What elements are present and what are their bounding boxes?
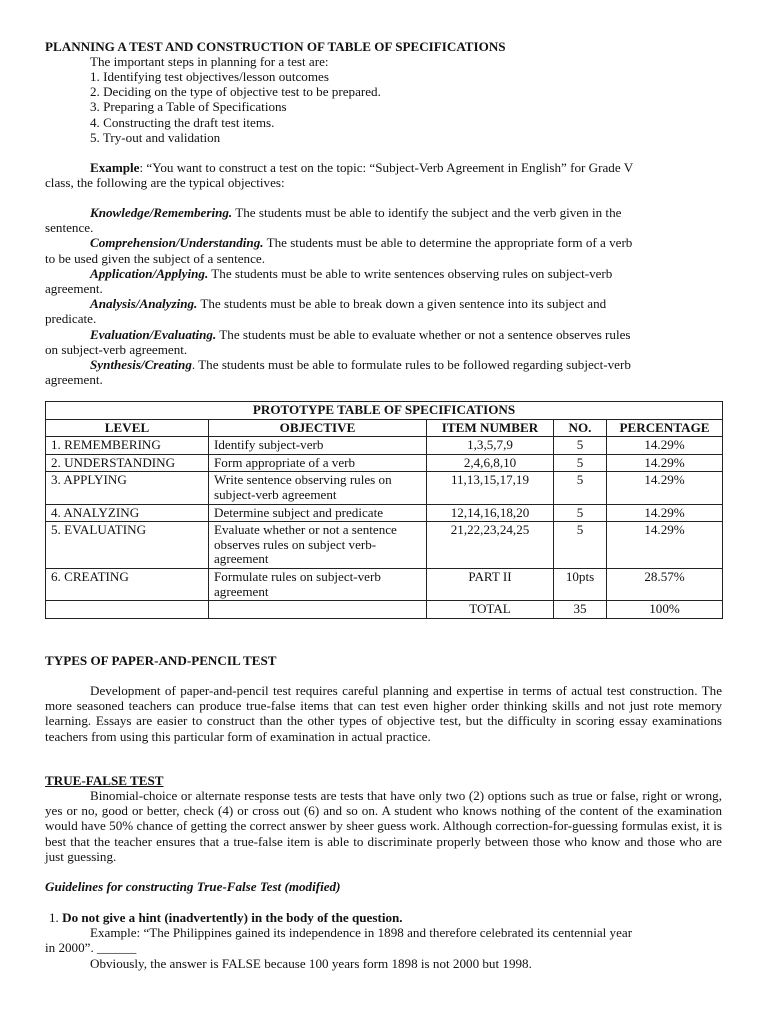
count-cell: 5 [554,454,607,472]
column-header: LEVEL [46,419,209,437]
objective-cell: Formulate rules on subject-verb agreement [209,568,427,600]
percentage-cell: 14.29% [607,437,723,455]
objective-item [45,235,722,265]
steps-list [45,69,767,145]
objective-text-cont: predicate. [45,311,97,327]
item-number-cell: 21,22,23,24,25 [427,522,554,569]
table-title: PROTOTYPE TABLE OF SPECIFICATIONS [46,402,723,420]
objective-cell: Write sentence observing rules on subject-verb agreement [209,472,427,504]
list-item: 2. Deciding on the type of objective test to be prepared. [90,84,381,100]
objective-text-cont: agreement. [45,281,103,297]
objective-text: . The students must be able to formulate rules to be followed regarding subject-verb [191,357,631,373]
objective-text-cont: to be used given the subject of a sentence. [45,250,265,266]
level-cell: 2. UNDERSTANDING [46,454,209,472]
page-title: PLANNING A TEST AND CONSTRUCTION OF TABLE OF SPECIFICATIONS [45,39,506,54]
objective-item [45,357,722,387]
item-number-cell: 1,3,5,7,9 [427,437,554,455]
objective-level: Comprehension/Understanding. [90,235,264,251]
table-header-row [46,419,723,437]
list-item: 4. Constructing the draft test items. [90,114,275,130]
level-cell [46,601,209,619]
specifications-table [45,401,723,619]
section-heading-types: TYPES OF PAPER-AND-PENCIL TEST [45,653,277,668]
table-row [46,437,723,455]
count-cell: 5 [554,504,607,522]
count-cell: 5 [554,472,607,504]
objective-text-cont: on subject-verb agreement. [45,341,188,357]
column-header: NO. [554,419,607,437]
objective-level: Evaluation/Evaluating. [90,326,217,342]
example-text-cont: class, the following are the typical objectives: [45,175,285,191]
objective-level: Knowledge/Remembering. [90,205,233,220]
column-header: ITEM NUMBER [427,419,554,437]
level-cell: 6. CREATING [46,568,209,600]
objective-cell [209,601,427,619]
level-cell: 1. REMEMBERING [46,437,209,455]
percentage-cell: 14.29% [607,504,723,522]
example-text: : “You want to construct a test on the topic: “Subject-Verb Agreement in English” for Grade V [139,160,634,175]
objective-item [45,296,722,326]
list-item: 5. Try-out and validation [90,129,221,145]
objective-cell: Form appropriate of a verb [209,454,427,472]
percentage-cell: 14.29% [607,522,723,569]
objective-level: Analysis/Analyzing. [90,296,198,312]
level-cell: 4. ANALYZING [46,504,209,522]
true-false-paragraph: Binomial-choice or alternate response tests are tests that have only two (2) options such as true or false, right or wrong, yes or no, good or better, check (4) or cross out (6) and so on. A student who knows nothing of the content of the examination would have 50% chance of getting the correct answer by sheer guess work. Although correction-for-guessing formulas exist, it is best that the teacher ensures that a true-false item is able to discriminate properly between those who know and those who are just guessing. [45,788,722,864]
guidelines-heading: Guidelines for constructing True-False Test (modified) [45,879,341,894]
guideline-example: Example: “The Philippines gained its independence in 1898 and therefore celebrated its centennial year [90,925,633,941]
objective-text: The students must be able to determine the appropriate form of a verb [263,235,633,251]
list-item: 3. Preparing a Table of Specifications [90,99,287,115]
column-header: OBJECTIVE [209,419,427,437]
steps-intro: The important steps in planning for a test are: [90,54,329,69]
objective-item [45,266,722,296]
objective-level: Application/Applying. [90,265,209,281]
count-cell: 5 [554,522,607,569]
count-cell: 10pts [554,568,607,600]
objective-text: The students must be able to break down a given sentence into its subject and [197,296,607,312]
total-count-cell: 35 [554,601,607,619]
objective-text: The students must be able to evaluate whether or not a sentence observes rules [216,326,631,342]
item-number-cell: 2,4,6,8,10 [427,454,554,472]
guideline-number: 1. [49,910,59,925]
table-row [46,504,723,522]
objective-text: The students must be able to write sentences observing rules on subject-verb [208,265,613,281]
percentage-cell: 14.29% [607,454,723,472]
guideline-example-cont: in 2000”. ______ [45,940,137,956]
list-item: 1. Identifying test objectives/lesson outcomes [90,69,329,84]
objectives-list [45,205,722,387]
table-title-row [46,402,723,420]
item-number-cell: 11,13,15,17,19 [427,472,554,504]
objective-text-cont: sentence. [45,220,94,236]
item-number-cell: 12,14,16,18,20 [427,504,554,522]
objective-cell: Identify subject-verb [209,437,427,455]
example-label: Example [90,160,140,175]
percentage-cell: 28.57% [607,568,723,600]
total-label-cell: TOTAL [427,601,554,619]
guideline-explanation: Obviously, the answer is FALSE because 100 years form 1898 is not 2000 but 1998. [90,955,532,971]
table-row [46,568,723,600]
level-cell: 3. APPLYING [46,472,209,504]
types-paragraph: Development of paper-and-pencil test requires careful planning and expertise in terms of actual test construction. The more seasoned teachers can produce true-false items that can test even higher order thinking skills and not just rote memory learning. Essays are easier to construct than the other types of objective test, but the difficulty in scoring essay examinations teachers from using this particular form of examination in actual practice. [45,683,722,744]
table-row [46,472,723,504]
total-percentage-cell: 100% [607,601,723,619]
objective-cell: Evaluate whether or not a sentence observes rules on subject verb-agreement [209,522,427,569]
percentage-cell: 14.29% [607,472,723,504]
column-header: PERCENTAGE [607,419,723,437]
table-row [46,454,723,472]
count-cell: 5 [554,437,607,455]
objective-text: The students must be able to identify the subject and the verb given in the [232,205,622,220]
objective-item [45,205,722,235]
objective-item [45,327,722,357]
table-total-row [46,601,723,619]
example-paragraph [45,160,722,190]
level-cell: 5. EVALUATING [46,522,209,569]
table-row [46,522,723,569]
section-heading-true-false: TRUE-FALSE TEST [45,773,164,788]
guideline-text: Do not give a hint (inadvertently) in the body of the question. [62,910,403,925]
guideline-item [45,910,722,971]
item-number-cell: PART II [427,568,554,600]
objective-text-cont: agreement. [45,372,103,388]
objective-cell: Determine subject and predicate [209,504,427,522]
objective-level: Synthesis/Creating [90,357,192,373]
